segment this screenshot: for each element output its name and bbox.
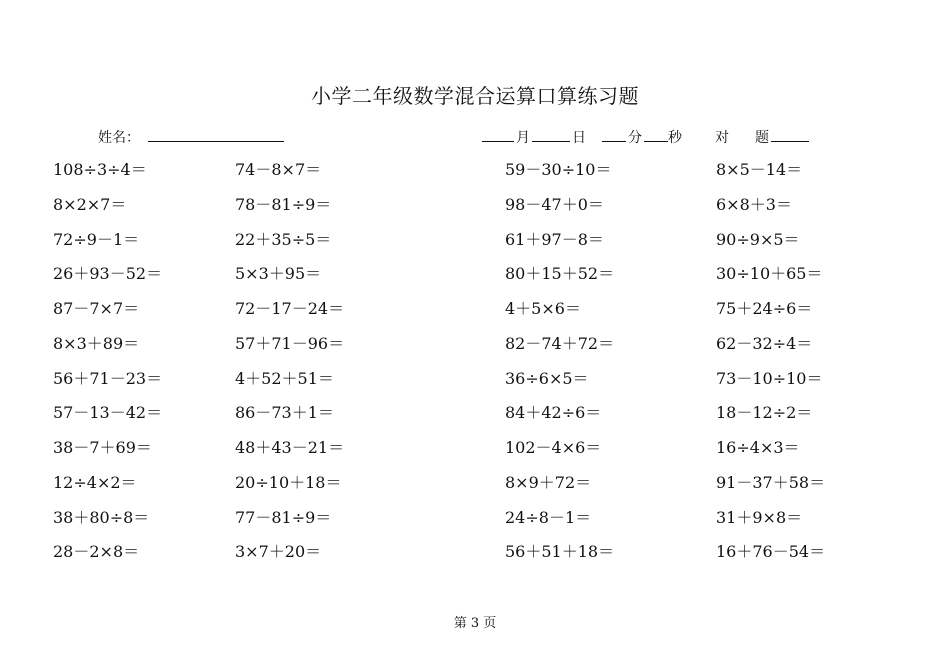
worksheet-header [0, 127, 950, 149]
problem-row [0, 296, 950, 330]
problem: 16÷4×3＝ [716, 438, 800, 457]
problem: 18－12÷2＝ [716, 403, 813, 422]
day-label: 日 [572, 130, 586, 146]
problem: 48＋43－21＝ [235, 438, 345, 457]
problem-row [0, 261, 950, 295]
problem: 75＋24÷6＝ [716, 299, 813, 318]
problem: 56＋71－23＝ [53, 369, 163, 388]
problem: 84＋42÷6＝ [505, 403, 602, 422]
problem: 90÷9×5＝ [716, 230, 800, 249]
problem: 12÷4×2＝ [53, 473, 137, 492]
page-footer [0, 612, 950, 631]
problem-row [0, 331, 950, 365]
problem: 61＋97－8＝ [505, 230, 604, 249]
problem: 30÷10＋65＝ [716, 264, 823, 283]
problem: 31＋9×8＝ [716, 508, 803, 527]
problem: 26＋93－52＝ [53, 264, 163, 283]
problem: 3×7＋20＝ [235, 542, 322, 561]
problem-row [0, 157, 950, 191]
problem: 87－7×7＝ [53, 299, 140, 318]
minute-label: 分 [628, 130, 642, 146]
problem: 57＋71－96＝ [235, 334, 345, 353]
month-blank[interactable] [482, 127, 514, 142]
problem: 91－37＋58＝ [716, 473, 826, 492]
problem: 102－4×6＝ [505, 438, 602, 457]
second-label: 秒 [668, 130, 682, 146]
problem-row [0, 400, 950, 434]
second-blank[interactable] [644, 127, 668, 142]
correct-count-blank[interactable] [771, 127, 809, 142]
problem: 77－81÷9＝ [235, 508, 332, 527]
page-prefix: 第 [453, 616, 467, 631]
problem: 72÷9－1＝ [53, 230, 140, 249]
problem: 16＋76－54＝ [716, 542, 826, 561]
page-suffix: 页 [483, 616, 497, 631]
problem: 8×3＋89＝ [53, 334, 140, 353]
problem: 38－7＋69＝ [53, 438, 152, 457]
problem: 80＋15＋52＝ [505, 264, 615, 283]
minute-blank[interactable] [602, 127, 626, 142]
problem: 28－2×8＝ [53, 542, 140, 561]
problem-row [0, 470, 950, 504]
problem: 36÷6×5＝ [505, 369, 589, 388]
name-label: 姓名： [98, 130, 140, 146]
problem: 5×3＋95＝ [235, 264, 322, 283]
problem: 62－32÷4＝ [716, 334, 813, 353]
problem: 4＋5×6＝ [505, 299, 581, 318]
worksheet-title: 小学二年级数学混合运算口算练习题 [311, 84, 639, 108]
problem: 4＋52＋51＝ [235, 369, 334, 388]
problem-row [0, 505, 950, 539]
problem: 57－13－42＝ [53, 403, 163, 422]
problem: 78－81÷9＝ [235, 195, 332, 214]
problem: 72－17－24＝ [235, 299, 345, 318]
problem: 56＋51＋18＝ [505, 542, 615, 561]
problem: 8×9＋72＝ [505, 473, 592, 492]
problem: 22＋35÷5＝ [235, 230, 332, 249]
problem-row [0, 192, 950, 226]
month-label: 月 [516, 130, 530, 146]
problem: 98－47＋0＝ [505, 195, 604, 214]
problem: 82－74＋72＝ [505, 334, 615, 353]
problem: 38＋80÷8＝ [53, 508, 150, 527]
problem: 6×8＋3＝ [716, 195, 792, 214]
problem-row [0, 227, 950, 261]
problem-row [0, 435, 950, 469]
problem: 86－73＋1＝ [235, 403, 334, 422]
problem: 108÷3÷4＝ [53, 160, 147, 179]
page-number: 3 [470, 616, 480, 631]
problem: 24÷8－1＝ [505, 508, 592, 527]
problem: 8×2×7＝ [53, 195, 127, 214]
problem: 8×5－14＝ [716, 160, 803, 179]
day-blank[interactable] [532, 127, 570, 142]
correct-label-2: 题 [755, 130, 769, 146]
problem: 74－8×7＝ [235, 160, 322, 179]
problem-row [0, 539, 950, 573]
problem-row [0, 366, 950, 400]
problem: 59－30÷10＝ [505, 160, 612, 179]
name-blank[interactable] [148, 127, 284, 142]
problem: 73－10÷10＝ [716, 369, 823, 388]
problem: 20÷10＋18＝ [235, 473, 342, 492]
correct-label-1: 对 [715, 130, 729, 146]
